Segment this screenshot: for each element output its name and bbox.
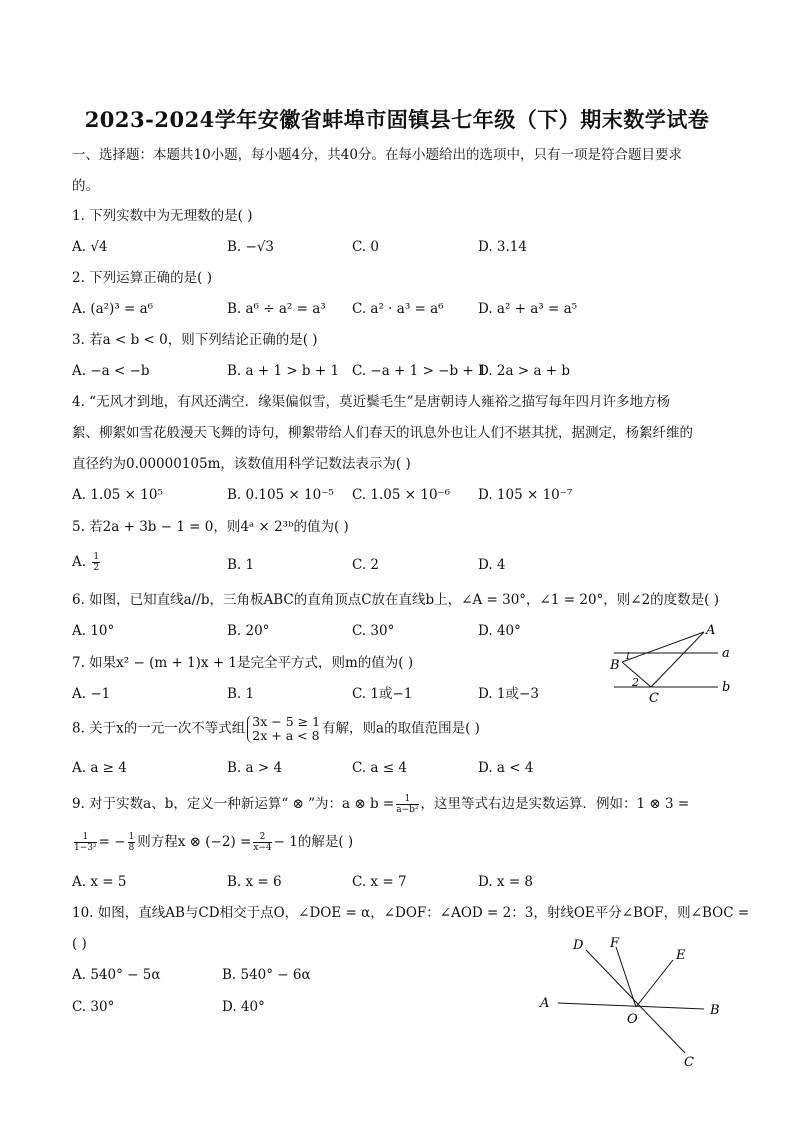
question-2: 2. 下列运算正确的是( ) [72,270,212,286]
q2-option-c: C. a² · a³ = a⁶ [352,301,444,317]
q3-option-d: D. 2a > a + b [478,363,571,379]
q10-option-a: A. 540° − 5α [72,967,161,983]
fig10-label-E: E [676,948,686,963]
q2-option-a: A. (a²)³ = a⁶ [72,301,154,317]
q8-stem-post: 有解，则a的取值范围是( ) [322,720,480,737]
q10-option-d: D. 40° [222,999,265,1015]
q9-mid-2: 则方程x ⊗ (−2) = [137,834,252,850]
q10-option-c: C. 30° [72,999,115,1015]
q8-stem-pre: 8. 关于x的一元一次不等式组 [72,720,246,737]
q1-option-a: A. √4 [72,239,108,255]
q5-option-a-fraction [92,552,100,573]
fig10-label-F: F [610,936,620,951]
q5-option-d: D. 4 [478,557,506,573]
q9-def-numerator: 1 [396,794,418,805]
fig10-label-D: D [573,938,584,953]
q9-def-denominator: a−b² [396,805,419,815]
q9-option-a: A. x = 5 [72,874,127,890]
fig6-label-a: a [722,646,730,661]
q5-option-a-label: A. [72,554,87,570]
q9-example-result [128,832,136,853]
q9-option-c: C. x = 7 [352,874,407,890]
fig10-label-C: C [684,1055,694,1070]
q5-option-b: B. 1 [227,557,255,573]
q10-option-b: B. 540° − 6α [222,967,311,983]
q1-option-c: C. 0 [352,239,380,255]
q9-eq-numerator: 2 [253,832,271,843]
question-6: 6. 如图，已知直线a//b，三角板ABC的直角顶点C放在直线b上，∠A = 30°，∠1 = 20°，则∠2的度数是( ) [72,592,720,608]
q9-option-d: D. x = 8 [478,874,534,890]
q2-option-d: D. a² + a³ = a⁵ [478,301,578,317]
fig10-label-O: O [627,1012,638,1027]
q8-option-a: A. a ≥ 4 [72,760,127,776]
q7-option-a: A. −1 [72,686,111,702]
q8-option-b: B. a > 4 [227,760,283,776]
q9-stem-post: ，这里等式右边是实数运算．例如：1 ⊗ 3 = [420,796,690,812]
q8-option-c: C. a ≤ 4 [352,760,407,776]
q3-option-c: C. −a + 1 > −b + 1 [352,363,487,379]
question-4: 4. “无风才到地，有风还满空．缘渠偏似雪，莫近鬓毛生”是唐朝诗人雍裕之描写每年四月许多地方杨 [72,394,670,410]
q5-a-denominator: 2 [93,563,100,573]
q3-option-a: A. −a < −b [72,363,150,379]
q9-ex-numerator: 1 [74,832,97,843]
section-header-cont: 的。 [72,178,99,194]
fig10-label-B: B [710,1003,720,1018]
fig6-angle-2: 2 [632,676,639,689]
q9-tail: − 1的解是( ) [273,834,354,850]
page-title: 2023-2024学年安徽省蚌埠市固镇县七年级（下）期末数学试卷 [84,107,710,132]
question-7: 7. 如果x² − (m + 1)x + 1是完全平方式，则m的值为( ) [72,655,414,671]
fig6-label-B: B [610,658,620,673]
q4-option-b: B. 0.105 × 10⁻⁵ [227,487,334,503]
q9-ex2-denominator: 8 [128,843,135,853]
question-10: 10. 如图，直线AB与CD相交于点O，∠DOE = α，∠DOF：∠AOD = 2：3，射线OE平分∠BOF，则∠BOC = [72,905,750,921]
q8-option-d: D. a < 4 [478,760,534,776]
q3-option-b: B. a + 1 > b + 1 [227,363,340,379]
q9-stem-pre: 9. 对于实数a、b，定义一种新运算“ ⊗ ”为：a ⊗ b = [72,796,395,812]
q9-definition-fraction [396,794,418,815]
question-10-cont: ( ) [72,936,87,952]
figure-q10-intersecting-lines [530,930,730,1070]
question-1: 1. 下列实数中为无理数的是( ) [72,208,253,224]
q8-inequality-1: 3x − 5 ≥ 1 [252,714,321,729]
q9-option-b: B. x = 6 [227,874,282,890]
question-5: 5. 若2a + 3b − 1 = 0，则4ᵃ × 2³ᵇ的值为( ) [72,519,349,535]
q9-equation-fraction [253,832,271,853]
fig6-label-A: A [706,623,716,638]
question-4-cont: 絮、柳絮如雪花般漫天飞舞的诗句，柳絮带给人们春天的讯息外也让人们不堪其扰，据测定，杨絮纤维的 [72,425,693,441]
q8-inequality-2: 2x + a < 8 [252,728,320,743]
q9-ex2-numerator: 1 [128,832,135,842]
q6-option-d: D. 40° [478,623,521,639]
q9-ex-denominator: 1−3² [74,843,97,853]
figure-q6-parallel-lines [600,620,750,710]
q6-option-b: B. 20° [227,623,270,639]
question-9 [72,794,689,815]
q4-option-a: A. 1.05 × 10⁵ [72,487,163,503]
q9-example-fraction [74,832,97,853]
q5-option-c: C. 2 [352,557,380,573]
question-3: 3. 若a < b < 0，则下列结论正确的是( ) [72,332,318,348]
q9-mid-1: = − [98,834,126,850]
q5-option-a [72,552,102,573]
fig6-label-b: b [722,680,731,695]
q1-option-d: D. 3.14 [478,239,527,255]
question-4-cont2: 直径约为0.00000105m，该数值用科学记数法表示为( ) [72,456,411,472]
question-9-cont [72,832,353,853]
q8-inequality-system [247,715,320,743]
question-8 [72,715,480,743]
q7-option-d: D. 1或−3 [478,686,539,702]
section-header: 一、选择题：本题共10小题，每小题4分，共40分。在每小题给出的选项中，只有一项是符合题目要求 [72,147,682,163]
q7-option-b: B. 1 [227,686,255,702]
fig10-label-A: A [540,996,550,1011]
q2-option-b: B. a⁶ ÷ a² = a³ [227,301,326,317]
q4-option-c: C. 1.05 × 10⁻⁶ [352,487,451,503]
q6-option-a: A. 10° [72,623,115,639]
q6-option-c: C. 30° [352,623,395,639]
q7-option-c: C. 1或−1 [352,686,413,702]
fig6-label-C: C [649,691,659,706]
q5-a-numerator: 1 [93,552,100,562]
fig6-angle-1: 1 [625,652,631,662]
q9-eq-denominator: x−4 [253,843,272,853]
q1-option-b: B. −√3 [227,239,275,255]
q4-option-d: D. 105 × 10⁻⁷ [478,487,573,503]
